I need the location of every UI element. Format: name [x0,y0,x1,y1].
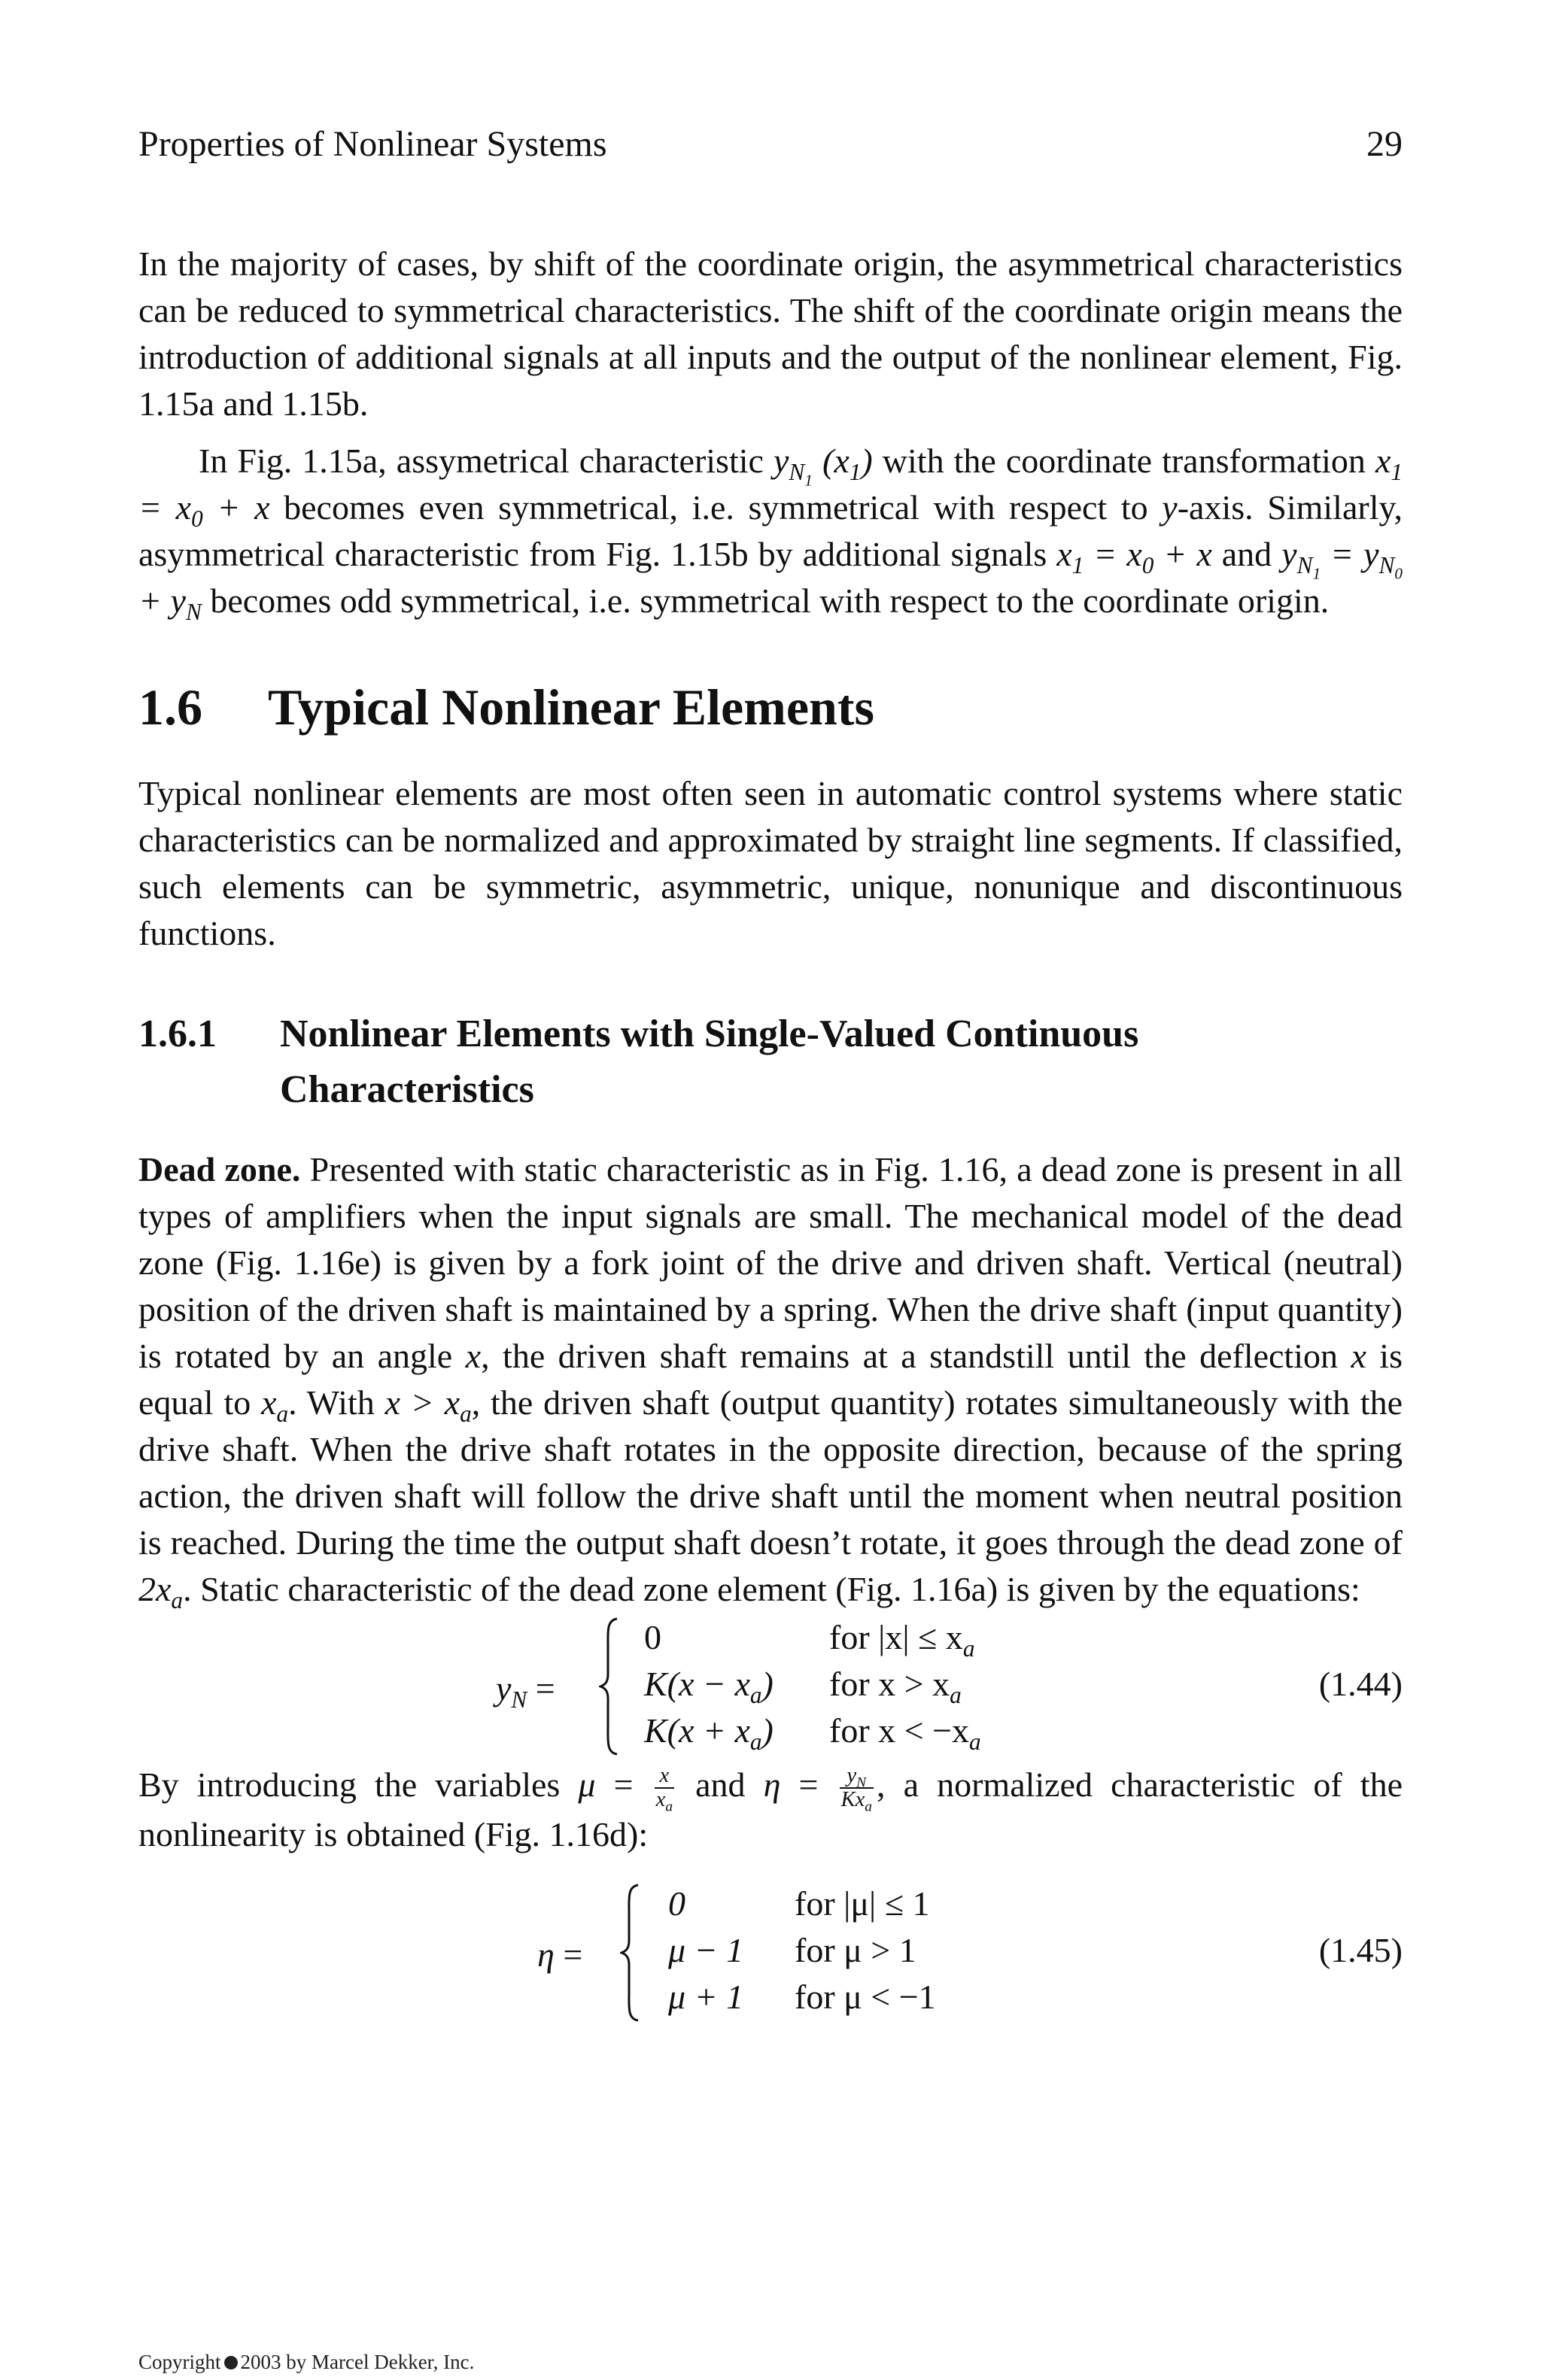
bullet-icon [224,2356,238,2369]
page-content [138,241,1403,2031]
dead-zone-runin: Dead zone. [138,1150,301,1188]
eq144-case-row: $K(x + x_a)$ for $x < -x_a$ [644,1711,981,1756]
eq145-brace [620,1884,640,2022]
subsection-number: 1.6.1 [138,1012,217,1055]
subsection-title: Nonlinear Elements with Single-Valued Continuous Characteristics [280,1012,1139,1111]
eq144-case-row: $K(x - x_a)$ for $x > x_a$ [644,1665,962,1709]
equation-1-45 [138,1881,1403,2031]
equation-number-1-45: (1.45) [1318,1931,1403,1970]
eq144-lhs: $y_N$ = [496,1669,555,1714]
eq145-case-row: μ − 1 for μ > 1 [668,1931,916,1970]
paragraph-dead-zone: Dead zone. Presented with static characteristic as in Fig. 1.16, a dead zone is present in all types of amplifiers when the input signals are small. The mechanical model of the dead zone (Fig. 1.16e) is given by a fork joint of the drive and driven shaft. Vertical (neutral) position of the driven shaft is maintained by a spring. When the drive shaft (input quantity) is rotated by an angle x, the driven shaft remains at a standstill until the deflection x is equal to $x_a$. With $x > x_a$, the driven shaft (output quantity) rotates simultaneously with the drive shaft. When the drive shaft rotates in the opposite direction, because of the spring action, the driven shaft will follow the drive shaft until the moment when neutral position is reached. During the time the output shaft doesn’t rotate, it goes through the dead zone of $2x_a$. Static characteristic of the dead zone element (Fig. 1.16a) is given by the equations: [138,1150,1403,1614]
eq144-brace [599,1617,619,1756]
eq144-case-row: 0 for $|x| \le x_a$ [644,1618,975,1662]
page-number: 29 [1366,124,1403,164]
equation-number-1-44: (1.44) [1318,1665,1403,1703]
fraction-eta: $\frac{y_N}{Kx_a}$ [840,1764,872,1816]
eq145-case-row: μ + 1 for μ < −1 [668,1978,936,2017]
equation-1-44 [138,1614,1403,1765]
eq145-cases [668,1881,936,2020]
paragraph-normalization: By introducing the variables μ = $\frac{x}{x_a}$ and η = $\frac{y_N}{Kx_a}$ , a normalized characteristic of the nonlinearity is obtained (Fig. 1.16d): [138,1764,1403,1854]
running-header [138,123,1403,165]
paragraph-fig-1-15: In Fig. 1.15a, assymetrical characteristic $y_{N_1}$ $(x_1)$ with the coordinate transformation $x_1 = x_0 + x$ becomes even symmetrical, i.e. symmetrical with respect to y-axis. Similarly, asymmetrical characteristic from Fig. 1.15b by additional signals $x_1 = x_0 + x$ and $y_{N_1} = y_{N_0} + y_N$ becomes odd symmetrical, i.e. symmetrical with respect to the coordinate origin. [138,442,1403,626]
eq145-case-row: 0 for |μ| ≤ 1 [668,1884,930,1923]
section-heading [138,677,1403,737]
running-title: Properties of Nonlinear Systems [138,124,607,164]
paragraph-section-intro: Typical nonlinear elements are most often seen in automatic control systems where static characteristics can be normalized and approximated by straight line segments. If classified, such elements can be symmetric, asymmetric, unique, nonunique and discontinuous functions. [138,774,1403,952]
section-number: 1.6 [138,678,202,736]
section-title: Typical Nonlinear Elements [268,678,874,736]
paragraph-origin-shift: In the majority of cases, by shift of the coordinate origin, the asymmetrical characteristics can be reduced to symmetrical characteristics. The shift of the coordinate origin means the introduction of additional signals at all inputs and the output of the nonlinear element, Fig. 1.15a and 1.15b. [138,244,1403,423]
fraction-mu: $\frac{x}{x_a}$ [655,1764,673,1816]
eq145-lhs: η = [537,1935,583,1975]
eq144-cases [644,1614,981,1754]
copyright-footer: Copyright 2003 by Marcel Dekker, Inc. [138,2351,475,2373]
subsection-heading [138,1006,1403,1118]
